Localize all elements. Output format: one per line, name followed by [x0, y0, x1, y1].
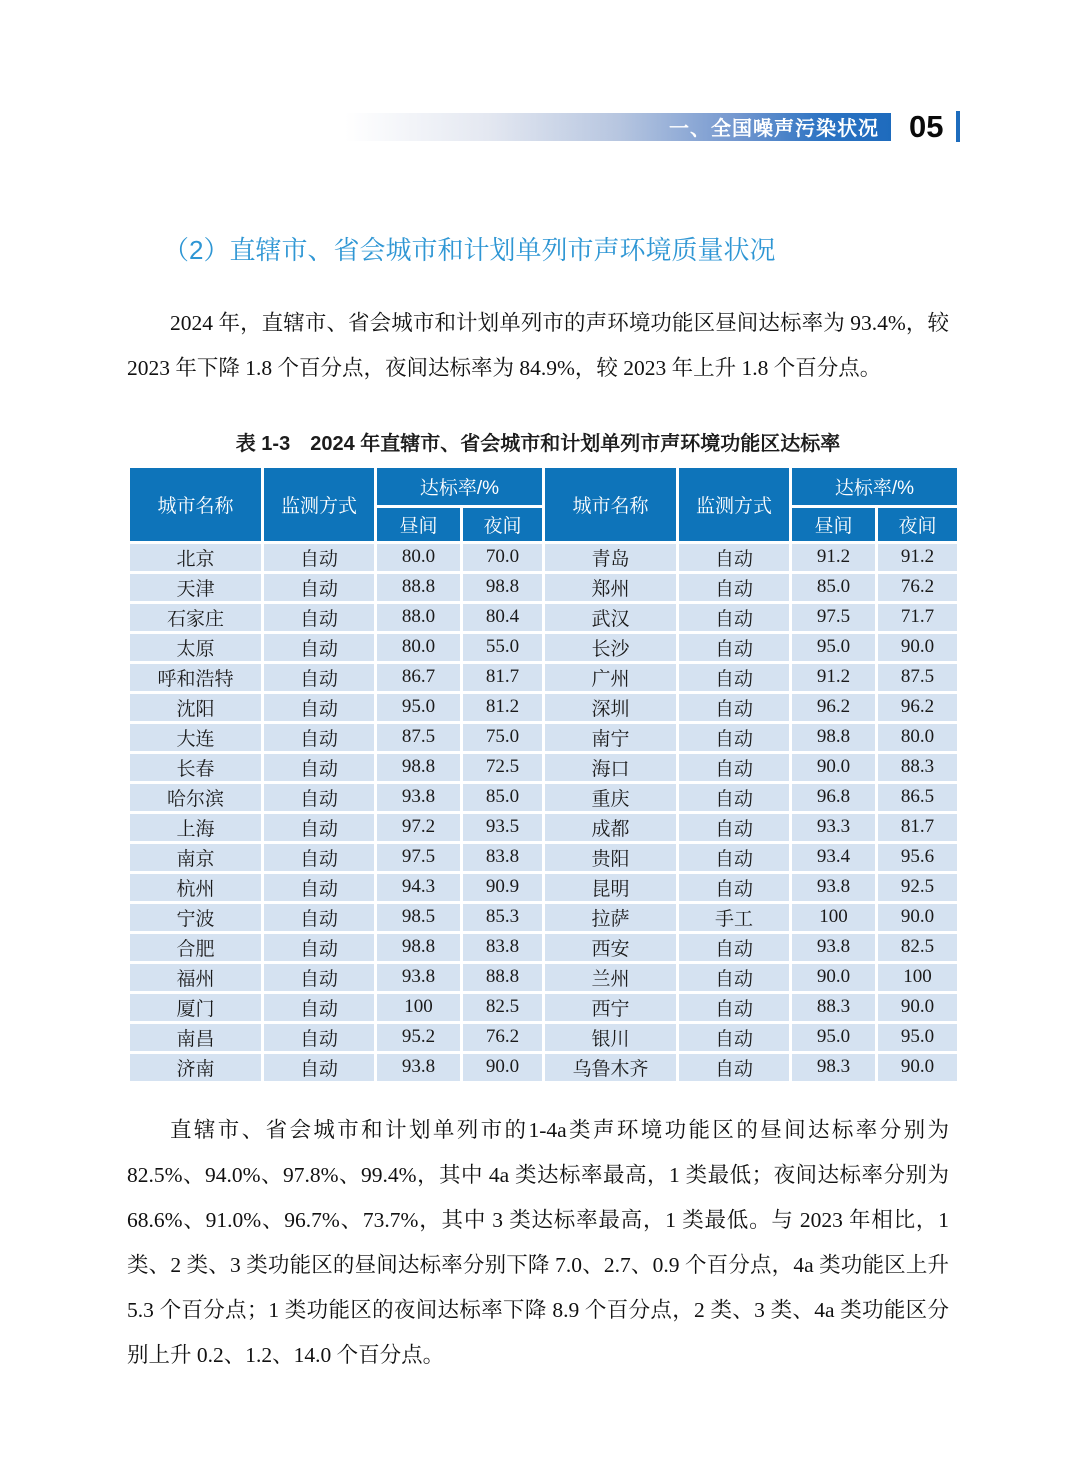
- method-cell: 自动: [264, 904, 374, 931]
- col-header-city: 城市名称: [545, 468, 676, 541]
- page-number: 05: [909, 109, 944, 144]
- intro-paragraph: 2024 年，直辖市、省会城市和计划单列市的声环境功能区昼间达标率为 93.4%，较 2023 年下降 1.8 个百分点，夜间达标率为 84.9%，较 2023 年上升 1.8 个百分点。: [127, 310, 949, 380]
- section-title: （2）直辖市、省会城市和计划单列市声环境质量状况: [163, 235, 776, 265]
- day-rate-cell: 88.0: [377, 604, 460, 631]
- day-rate-cell: 86.7: [377, 664, 460, 691]
- day-rate-cell: 98.3: [792, 1054, 875, 1081]
- night-rate-cell: 90.0: [463, 1054, 542, 1081]
- table-row: [130, 904, 957, 931]
- night-rate-cell: 88.3: [878, 754, 957, 781]
- table-head: [130, 468, 957, 541]
- day-rate-cell: 100: [377, 994, 460, 1021]
- col-header-day: 昼间: [792, 508, 875, 541]
- day-rate-cell: 96.2: [792, 694, 875, 721]
- table-row: [130, 814, 957, 841]
- method-cell: 自动: [679, 1024, 789, 1051]
- method-cell: 自动: [264, 874, 374, 901]
- table-row: [130, 754, 957, 781]
- method-cell: 自动: [679, 754, 789, 781]
- night-rate-cell: 90.9: [463, 874, 542, 901]
- method-cell: 自动: [264, 604, 374, 631]
- city-cell: 西安: [545, 934, 676, 961]
- day-rate-cell: 93.8: [377, 964, 460, 991]
- city-cell: 哈尔滨: [130, 784, 261, 811]
- method-cell: 自动: [264, 814, 374, 841]
- day-rate-cell: 95.2: [377, 1024, 460, 1051]
- night-rate-cell: 86.5: [878, 784, 957, 811]
- city-cell: 兰州: [545, 964, 676, 991]
- day-rate-cell: 98.8: [377, 754, 460, 781]
- city-cell: 太原: [130, 634, 261, 661]
- day-rate-cell: 91.2: [792, 544, 875, 571]
- method-cell: 自动: [679, 604, 789, 631]
- table-row: [130, 1054, 957, 1081]
- table-row: [130, 604, 957, 631]
- col-header-night: 夜间: [878, 508, 957, 541]
- city-cell: 武汉: [545, 604, 676, 631]
- method-cell: 自动: [264, 694, 374, 721]
- method-cell: 自动: [679, 784, 789, 811]
- day-rate-cell: 80.0: [377, 544, 460, 571]
- night-rate-cell: 80.0: [878, 724, 957, 751]
- city-cell: 乌鲁木齐: [545, 1054, 676, 1081]
- city-cell: 杭州: [130, 874, 261, 901]
- table-row: [130, 964, 957, 991]
- day-rate-cell: 93.8: [377, 1054, 460, 1081]
- method-cell: 自动: [264, 964, 374, 991]
- night-rate-cell: 95.6: [878, 844, 957, 871]
- city-cell: 石家庄: [130, 604, 261, 631]
- table-row: [130, 544, 957, 571]
- city-cell: 拉萨: [545, 904, 676, 931]
- night-rate-cell: 95.0: [878, 1024, 957, 1051]
- city-cell: 西宁: [545, 994, 676, 1021]
- city-cell: 成都: [545, 814, 676, 841]
- method-cell: 自动: [264, 754, 374, 781]
- night-rate-cell: 76.2: [878, 574, 957, 601]
- city-cell: 长沙: [545, 634, 676, 661]
- method-cell: 自动: [679, 994, 789, 1021]
- day-rate-cell: 95.0: [792, 634, 875, 661]
- day-rate-cell: 97.5: [377, 844, 460, 871]
- city-cell: 昆明: [545, 874, 676, 901]
- method-cell: 自动: [264, 1024, 374, 1051]
- night-rate-cell: 81.7: [878, 814, 957, 841]
- day-rate-cell: 97.5: [792, 604, 875, 631]
- city-cell: 深圳: [545, 694, 676, 721]
- method-cell: 自动: [264, 994, 374, 1021]
- city-cell: 济南: [130, 1054, 261, 1081]
- day-rate-cell: 85.0: [792, 574, 875, 601]
- method-cell: 自动: [264, 1054, 374, 1081]
- day-rate-cell: 95.0: [377, 694, 460, 721]
- city-cell: 厦门: [130, 994, 261, 1021]
- table-row: [130, 724, 957, 751]
- page-number-rule: [956, 111, 960, 142]
- night-rate-cell: 76.2: [463, 1024, 542, 1051]
- method-cell: 自动: [264, 634, 374, 661]
- attainment-rate-table: [127, 465, 960, 1084]
- day-rate-cell: 93.8: [377, 784, 460, 811]
- page-content: [127, 0, 949, 1378]
- day-rate-cell: 96.8: [792, 784, 875, 811]
- night-rate-cell: 98.8: [463, 574, 542, 601]
- method-cell: 自动: [264, 664, 374, 691]
- day-rate-cell: 94.3: [377, 874, 460, 901]
- night-rate-cell: 71.7: [878, 604, 957, 631]
- day-rate-cell: 90.0: [792, 754, 875, 781]
- day-rate-cell: 80.0: [377, 634, 460, 661]
- day-rate-cell: 93.8: [792, 874, 875, 901]
- city-cell: 重庆: [545, 784, 676, 811]
- col-header-city: 城市名称: [130, 468, 261, 541]
- method-cell: 自动: [264, 724, 374, 751]
- method-cell: 自动: [679, 544, 789, 571]
- method-cell: 自动: [264, 544, 374, 571]
- analysis-paragraph: 直辖市、省会城市和计划单列市的1-4a类声环境功能区的昼间达标率分别为82.5%、94.0%、97.8%、99.4%，其中 4a 类达标率最高，1 类最低；夜间达标率分别为 68.6%、91.0%、96.7%、73.7%，其中 3 类达标率最高，1 类最低。与 2023 年相比，1 类、2 类、3 类功能区的昼间达标率分别下降 7.0、2.7、0.9 个百分点，4a 类功能区上升 5.3 个百分点；1 类功能区的夜间达标率下降 8.9 个百分点，2 类、3 类、4a 类功能区分别上升 0.2、1.2、14.0 个百分点。: [127, 1117, 949, 1367]
- night-rate-cell: 83.8: [463, 844, 542, 871]
- day-rate-cell: 97.2: [377, 814, 460, 841]
- method-cell: 自动: [264, 574, 374, 601]
- night-rate-cell: 85.0: [463, 784, 542, 811]
- night-rate-cell: 87.5: [878, 664, 957, 691]
- day-rate-cell: 100: [792, 904, 875, 931]
- night-rate-cell: 82.5: [463, 994, 542, 1021]
- table-body: [130, 544, 957, 1081]
- chapter-breadcrumb: 一、全国噪声污染状况: [669, 118, 879, 140]
- table-caption: 表 1-3 2024 年直辖市、省会城市和计划单列市声环境功能区达标率: [235, 432, 841, 455]
- city-cell: 长春: [130, 754, 261, 781]
- col-header-rate: 达标率/%: [792, 468, 957, 505]
- day-rate-cell: 98.5: [377, 904, 460, 931]
- table-row: [130, 934, 957, 961]
- day-rate-cell: 91.2: [792, 664, 875, 691]
- method-cell: 自动: [679, 574, 789, 601]
- table-row: [130, 874, 957, 901]
- night-rate-cell: 70.0: [463, 544, 542, 571]
- method-cell: 手工: [679, 904, 789, 931]
- table-row: [130, 1024, 957, 1051]
- night-rate-cell: 92.5: [878, 874, 957, 901]
- city-cell: 宁波: [130, 904, 261, 931]
- city-cell: 合肥: [130, 934, 261, 961]
- city-cell: 福州: [130, 964, 261, 991]
- city-cell: 上海: [130, 814, 261, 841]
- city-cell: 北京: [130, 544, 261, 571]
- night-rate-cell: 93.5: [463, 814, 542, 841]
- method-cell: 自动: [264, 784, 374, 811]
- day-rate-cell: 93.4: [792, 844, 875, 871]
- day-rate-cell: 93.8: [792, 934, 875, 961]
- method-cell: 自动: [679, 874, 789, 901]
- day-rate-cell: 93.3: [792, 814, 875, 841]
- day-rate-cell: 88.8: [377, 574, 460, 601]
- table-row: [130, 844, 957, 871]
- city-cell: 郑州: [545, 574, 676, 601]
- method-cell: 自动: [679, 634, 789, 661]
- method-cell: 自动: [679, 814, 789, 841]
- method-cell: 自动: [679, 694, 789, 721]
- day-rate-cell: 90.0: [792, 964, 875, 991]
- table-row: [130, 694, 957, 721]
- night-rate-cell: 100: [878, 964, 957, 991]
- night-rate-cell: 82.5: [878, 934, 957, 961]
- night-rate-cell: 80.4: [463, 604, 542, 631]
- col-header-day: 昼间: [377, 508, 460, 541]
- city-cell: 沈阳: [130, 694, 261, 721]
- table-row: [130, 634, 957, 661]
- city-cell: 广州: [545, 664, 676, 691]
- day-rate-cell: 87.5: [377, 724, 460, 751]
- method-cell: 自动: [679, 724, 789, 751]
- col-header-night: 夜间: [463, 508, 542, 541]
- method-cell: 自动: [264, 934, 374, 961]
- night-rate-cell: 90.0: [878, 634, 957, 661]
- col-header-rate: 达标率/%: [377, 468, 542, 505]
- night-rate-cell: 90.0: [878, 1054, 957, 1081]
- method-cell: 自动: [264, 844, 374, 871]
- night-rate-cell: 91.2: [878, 544, 957, 571]
- city-cell: 海口: [545, 754, 676, 781]
- col-header-method: 监测方式: [679, 468, 789, 541]
- night-rate-cell: 85.3: [463, 904, 542, 931]
- table-row: [130, 784, 957, 811]
- method-cell: 自动: [679, 844, 789, 871]
- city-cell: 南昌: [130, 1024, 261, 1051]
- city-cell: 南京: [130, 844, 261, 871]
- method-cell: 自动: [679, 664, 789, 691]
- night-rate-cell: 81.2: [463, 694, 542, 721]
- night-rate-cell: 90.0: [878, 994, 957, 1021]
- night-rate-cell: 83.8: [463, 934, 542, 961]
- col-header-method: 监测方式: [264, 468, 374, 541]
- city-cell: 天津: [130, 574, 261, 601]
- method-cell: 自动: [679, 934, 789, 961]
- city-cell: 大连: [130, 724, 261, 751]
- night-rate-cell: 55.0: [463, 634, 542, 661]
- night-rate-cell: 81.7: [463, 664, 542, 691]
- city-cell: 青岛: [545, 544, 676, 571]
- city-cell: 银川: [545, 1024, 676, 1051]
- table-row: [130, 994, 957, 1021]
- day-rate-cell: 98.8: [377, 934, 460, 961]
- night-rate-cell: 75.0: [463, 724, 542, 751]
- day-rate-cell: 95.0: [792, 1024, 875, 1051]
- night-rate-cell: 96.2: [878, 694, 957, 721]
- day-rate-cell: 88.3: [792, 994, 875, 1021]
- table-row: [130, 664, 957, 691]
- method-cell: 自动: [679, 964, 789, 991]
- night-rate-cell: 88.8: [463, 964, 542, 991]
- night-rate-cell: 90.0: [878, 904, 957, 931]
- city-cell: 呼和浩特: [130, 664, 261, 691]
- city-cell: 南宁: [545, 724, 676, 751]
- method-cell: 自动: [679, 1054, 789, 1081]
- table-row: [130, 574, 957, 601]
- night-rate-cell: 72.5: [463, 754, 542, 781]
- city-cell: 贵阳: [545, 844, 676, 871]
- day-rate-cell: 98.8: [792, 724, 875, 751]
